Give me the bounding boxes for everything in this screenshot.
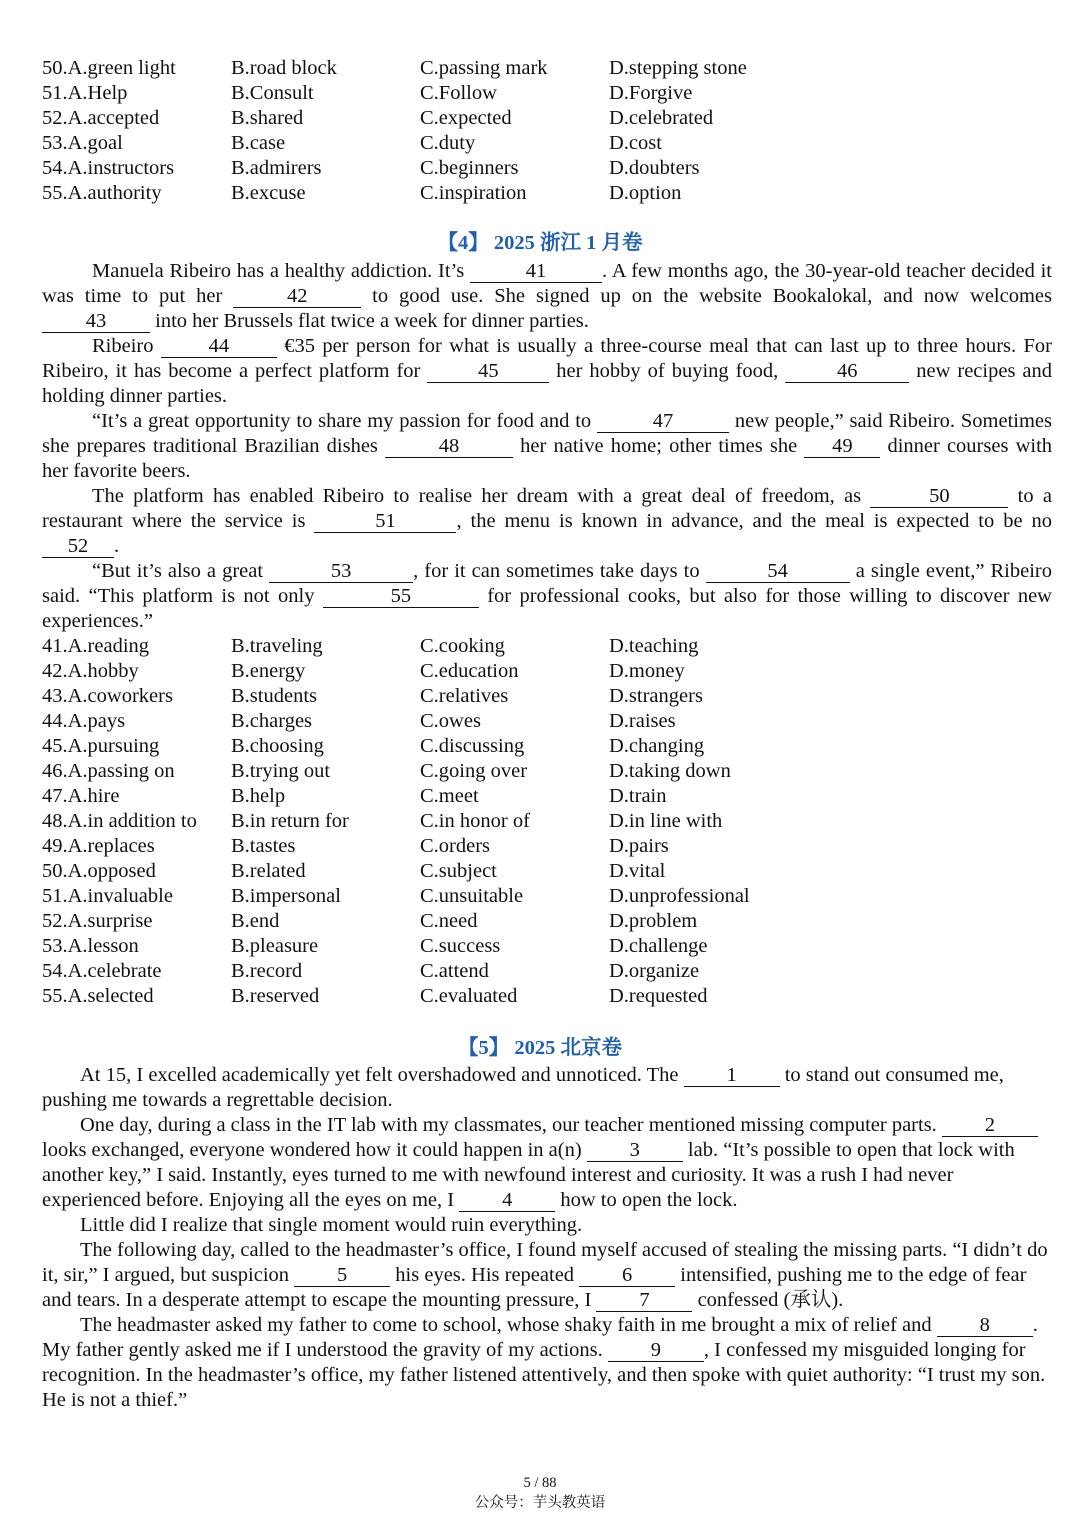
option-c: C.unsuitable: [420, 885, 524, 907]
option-c: C.Follow: [420, 82, 497, 104]
option-a: 51.A.invaluable: [42, 885, 173, 907]
option-row: [42, 734, 1052, 759]
option-row: [42, 81, 1052, 106]
option-c: C.inspiration: [420, 182, 527, 204]
option-c: C.beginners: [420, 157, 519, 179]
blank-49: 49: [804, 436, 880, 458]
section-5-passage: [42, 1063, 1052, 1413]
option-a: 50.A.green light: [42, 57, 176, 79]
option-c: C.in honor of: [420, 810, 530, 832]
option-d: D.requested: [609, 985, 708, 1007]
option-row: [42, 634, 1052, 659]
option-b: B.admirers: [231, 157, 322, 179]
blank-5: 5: [294, 1265, 390, 1287]
option-b: B.choosing: [231, 735, 324, 757]
option-d: D.problem: [609, 910, 698, 932]
option-c: C.relatives: [420, 685, 509, 707]
option-b: B.in return for: [231, 810, 349, 832]
option-b: B.trying out: [231, 760, 331, 782]
option-row: [42, 684, 1052, 709]
option-d: D.in line with: [609, 810, 723, 832]
paragraph: Ribeiro 44 €35 per person for what is usually a three-course meal that can last up to three hours. For Ribeiro, it has become a perfect platform for 45 her hobby of buying food, 46 new recipes and holding dinner parties.: [42, 335, 1053, 407]
option-d: D.organize: [609, 960, 700, 982]
option-b: B.traveling: [231, 635, 323, 657]
option-b: B.end: [231, 910, 280, 932]
footer-source: 公众号：芋头教英语: [474, 1495, 606, 1511]
blank-41: 41: [470, 261, 602, 283]
section-5-title: 【5】 2025 北京卷: [458, 1037, 622, 1059]
paragraph: “It’s a great opportunity to share my passion for food and to 47 new people,” said Ribeiro. Sometimes she prepares traditional Brazilian dishes 48 her native home; other times she 49 dinner courses with her favorite beers.: [42, 410, 1053, 482]
option-d: D.unprofessional: [609, 885, 750, 907]
option-b: B.students: [231, 685, 317, 707]
option-d: D.strangers: [609, 685, 703, 707]
option-a: 42.A.hobby: [42, 660, 139, 682]
option-d: D.taking down: [609, 760, 731, 782]
blank-52: 52: [42, 536, 114, 558]
blank-55: 55: [323, 586, 479, 608]
option-d: D.celebrated: [609, 107, 714, 129]
blank-42: 42: [233, 286, 361, 308]
option-d: D.raises: [609, 710, 676, 732]
blank-2: 2: [942, 1115, 1038, 1137]
option-d: D.doubters: [609, 157, 700, 179]
blank-4: 4: [459, 1190, 555, 1212]
option-a: 47.A.hire: [42, 785, 120, 807]
paragraph: At 15, I excelled academically yet felt overshadowed and unnoticed. The 1 to stand out consumed me, pushing me towards a regrettable decision.: [42, 1064, 1004, 1111]
option-row: [42, 156, 1052, 181]
option-a: 50.A.opposed: [42, 860, 156, 882]
paragraph: One day, during a class in the IT lab with my classmates, our teacher mentioned missing computer parts. 2 looks exchanged, everyone wondered how it could happen in a(n) 3 lab. “It’s possible to open that lock with another key,” I said. Instantly, eyes turned to me with newfound interest and curiosity. It was a rush I had never experienced before. Enjoying all the eyes on me, I 4 how to open the lock.: [42, 1113, 1052, 1213]
option-c: C.attend: [420, 960, 489, 982]
option-a: 51.A.Help: [42, 82, 128, 104]
section-4-options: [42, 634, 1052, 1009]
option-b: B.energy: [231, 660, 306, 682]
option-c: C.evaluated: [420, 985, 518, 1007]
option-row: [42, 759, 1052, 784]
option-d: D.vital: [609, 860, 666, 882]
option-a: 54.A.instructors: [42, 157, 175, 179]
option-b: B.case: [231, 132, 286, 154]
paragraph: “But it’s also a great 53 , for it can sometimes take days to 54 a single event,” Ribeiro said. “This platform is not only 55 for professional cooks, but also for those willing to discover new experiences.”: [42, 560, 1052, 632]
option-a: 52.A.accepted: [42, 107, 160, 129]
blank-7: 7: [596, 1290, 692, 1312]
option-a: 45.A.pursuing: [42, 735, 160, 757]
blank-51: 51: [314, 511, 456, 533]
blank-43: 43: [42, 311, 150, 333]
option-b: B.impersonal: [231, 885, 341, 907]
option-b: B.help: [231, 785, 286, 807]
option-d: D.Forgive: [609, 82, 693, 104]
page-number: 5 / 88: [523, 1475, 557, 1491]
blank-9: 9: [608, 1340, 704, 1362]
option-a: 54.A.celebrate: [42, 960, 162, 982]
option-c: C.discussing: [420, 735, 525, 757]
option-row: [42, 106, 1052, 131]
option-d: D.challenge: [609, 935, 708, 957]
option-a: 55.A.selected: [42, 985, 154, 1007]
option-row: [42, 984, 1052, 1009]
paragraph: Little did I realize that single moment would ruin everything.: [80, 1214, 583, 1236]
option-row: [42, 131, 1052, 156]
option-b: B.charges: [231, 710, 313, 732]
option-b: B.reserved: [231, 985, 320, 1007]
option-a: 52.A.surprise: [42, 910, 153, 932]
option-d: D.money: [609, 660, 685, 682]
option-a: 53.A.goal: [42, 132, 123, 154]
option-b: B.Consult: [231, 82, 314, 104]
blank-53: 53: [269, 561, 413, 583]
option-b: B.record: [231, 960, 303, 982]
blank-54: 54: [706, 561, 850, 583]
option-row: [42, 834, 1052, 859]
option-c: C.cooking: [420, 635, 505, 657]
option-row: [42, 909, 1052, 934]
blank-1: 1: [684, 1065, 780, 1087]
blank-47: 47: [597, 411, 729, 433]
paragraph: The following day, called to the headmaster’s office, I found myself accused of stealing the missing parts. “I didn’t do it, sir,” I argued, but suspicion 5 his eyes. His repeated 6 intensified, pushing me to the edge of fear and tears. In a desperate attempt to escape the mounting pressure, I 7 confessed (承认).: [42, 1239, 1048, 1311]
paragraph: The platform has enabled Ribeiro to realise her dream with a great deal of freedom, as 50 to a restaurant where the service is 51 , the menu is known in advance, and the meal is expected to be no 52 .: [42, 485, 1052, 557]
option-row: [42, 809, 1052, 834]
option-row: [42, 934, 1052, 959]
option-row: [42, 709, 1052, 734]
blank-46: 46: [785, 361, 909, 383]
option-row: [42, 884, 1052, 909]
options-top: [42, 56, 1052, 206]
option-c: C.duty: [420, 132, 476, 154]
option-d: D.changing: [609, 735, 705, 757]
option-c: C.passing mark: [420, 57, 548, 79]
option-c: C.success: [420, 935, 501, 957]
option-a: 53.A.lesson: [42, 935, 139, 957]
option-row: [42, 181, 1052, 206]
option-c: C.going over: [420, 760, 528, 782]
option-a: 46.A.passing on: [42, 760, 175, 782]
option-row: [42, 784, 1052, 809]
option-c: C.education: [420, 660, 519, 682]
option-row: [42, 859, 1052, 884]
option-c: C.need: [420, 910, 478, 932]
blank-48: 48: [385, 436, 513, 458]
option-a: 48.A.in addition to: [42, 810, 197, 832]
option-c: C.expected: [420, 107, 512, 129]
option-b: B.shared: [231, 107, 304, 129]
blank-3: 3: [587, 1140, 683, 1162]
blank-45: 45: [427, 361, 549, 383]
option-c: C.orders: [420, 835, 491, 857]
option-a: 41.A.reading: [42, 635, 150, 657]
option-c: C.meet: [420, 785, 479, 807]
option-row: [42, 659, 1052, 684]
option-c: C.owes: [420, 710, 481, 732]
section-4-passage: [42, 259, 1052, 634]
option-b: B.road block: [231, 57, 337, 79]
option-a: 55.A.authority: [42, 182, 162, 204]
option-d: D.teaching: [609, 635, 699, 657]
option-row: [42, 959, 1052, 984]
option-a: 44.A.pays: [42, 710, 126, 732]
blank-50: 50: [870, 486, 1008, 508]
paragraph: The headmaster asked my father to come to school, whose shaky faith in me brought a mix of relief and 8 . My father gently asked me if I understood the gravity of my actions. 9 , I confessed my misguided longing for recognition. In the headmaster’s office, my father listened attentively, and then spoke with quiet authority: “I trust my son. He is not a thief.”: [42, 1314, 1046, 1411]
option-d: D.option: [609, 182, 682, 204]
option-d: D.stepping stone: [609, 57, 747, 79]
option-a: 43.A.coworkers: [42, 685, 173, 707]
option-a: 49.A.replaces: [42, 835, 155, 857]
option-b: B.tastes: [231, 835, 296, 857]
option-row: [42, 56, 1052, 81]
option-d: D.pairs: [609, 835, 669, 857]
section-4-title: 【4】 2025 浙江 1 月卷: [437, 232, 643, 254]
option-d: D.train: [609, 785, 667, 807]
option-d: D.cost: [609, 132, 662, 154]
option-b: B.pleasure: [231, 935, 319, 957]
blank-44: 44: [161, 336, 277, 358]
option-b: B.excuse: [231, 182, 306, 204]
option-b: B.related: [231, 860, 306, 882]
option-c: C.subject: [420, 860, 497, 882]
blank-8: 8: [937, 1315, 1033, 1337]
blank-6: 6: [579, 1265, 675, 1287]
paragraph: Manuela Ribeiro has a healthy addiction. It’s 41 . A few months ago, the 30-year-old teacher decided it was time to put her 42 to good use. She signed up on the website Bookalokal, and now welcomes 43 into her Brussels flat twice a week for dinner parties.: [42, 260, 1052, 332]
